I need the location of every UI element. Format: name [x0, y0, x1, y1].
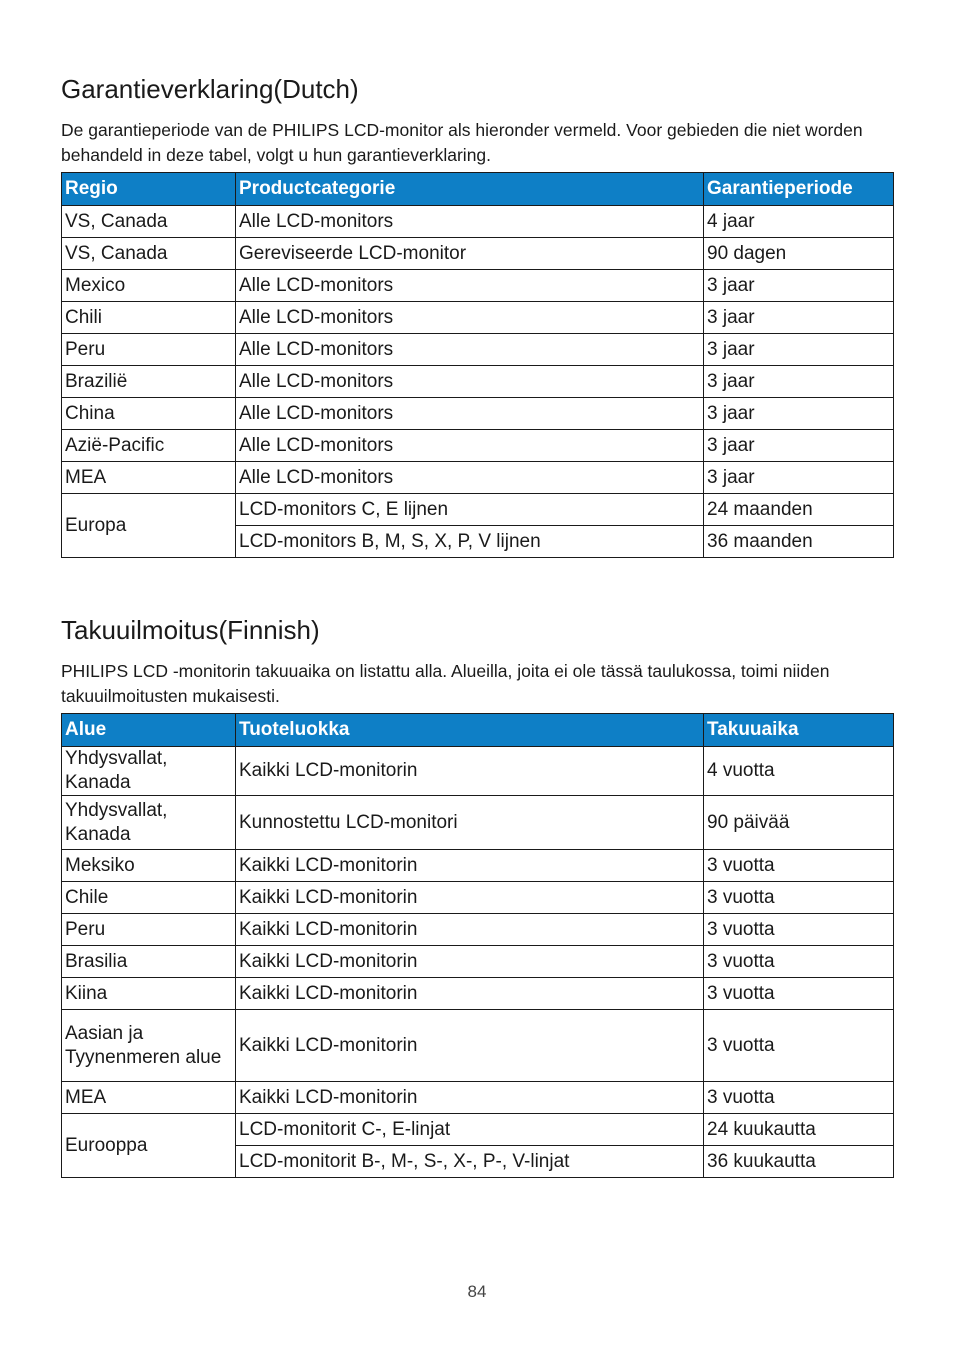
- category-cell: Kaikki LCD-monitorin: [236, 850, 704, 882]
- table-row: [62, 882, 894, 914]
- period-cell: 3 vuotta: [704, 1010, 894, 1082]
- category-cell: Kaikki LCD-monitorin: [236, 946, 704, 978]
- period-cell: 3 vuotta: [704, 914, 894, 946]
- table-row: [62, 270, 894, 302]
- region-cell: Chile: [62, 882, 236, 914]
- category-cell: LCD-monitorit C-, E-linjat: [236, 1114, 704, 1146]
- region-cell: Brasilia: [62, 946, 236, 978]
- region-cell: Brazilië: [62, 366, 236, 398]
- period-cell: 3 jaar: [704, 430, 894, 462]
- period-cell: 3 vuotta: [704, 1082, 894, 1114]
- period-cell: 3 jaar: [704, 302, 894, 334]
- period-cell: 3 vuotta: [704, 946, 894, 978]
- page-number: 84: [467, 1282, 487, 1301]
- table-row: [62, 238, 894, 270]
- period-cell: 36 kuukautta: [704, 1146, 894, 1178]
- category-cell: Alle LCD-monitors: [236, 366, 704, 398]
- region-cell-europe: Eurooppa: [62, 1114, 236, 1178]
- region-cell-europe: Europa: [62, 494, 236, 558]
- table-row: [62, 398, 894, 430]
- table-row: [62, 206, 894, 238]
- section-title: Takuuilmoitus(Finnish): [61, 615, 320, 645]
- table-header-row: [62, 714, 894, 747]
- region-cell: Yhdysvallat, Kanada: [62, 747, 236, 796]
- region-cell: Peru: [62, 914, 236, 946]
- section-title: Garantieverklaring(Dutch): [61, 74, 359, 104]
- table-row: [62, 978, 894, 1010]
- category-cell: Alle LCD-monitors: [236, 302, 704, 334]
- dutch-warranty-section: [61, 72, 893, 558]
- category-cell: Kaikki LCD-monitorin: [236, 747, 704, 796]
- header-cell: Takuuaika: [704, 714, 894, 747]
- header-cell: Regio: [62, 173, 236, 206]
- header-cell: Garantieperiode: [704, 173, 894, 206]
- category-cell: Alle LCD-monitors: [236, 206, 704, 238]
- region-cell: Kiina: [62, 978, 236, 1010]
- header-cell: Productcategorie: [236, 173, 704, 206]
- table-row: [62, 1114, 894, 1146]
- category-cell: Kaikki LCD-monitorin: [236, 882, 704, 914]
- period-cell: 3 jaar: [704, 270, 894, 302]
- warranty-table: [61, 713, 894, 1178]
- header-cell: Tuoteluokka: [236, 714, 704, 747]
- period-cell: 3 jaar: [704, 398, 894, 430]
- period-cell: 3 vuotta: [704, 882, 894, 914]
- period-cell: 3 jaar: [704, 462, 894, 494]
- category-cell: Kaikki LCD-monitorin: [236, 1082, 704, 1114]
- period-cell: 24 kuukautta: [704, 1114, 894, 1146]
- period-cell: 3 vuotta: [704, 978, 894, 1010]
- period-cell: 90 päivää: [704, 796, 894, 850]
- period-cell: 90 dagen: [704, 238, 894, 270]
- period-cell: 3 jaar: [704, 366, 894, 398]
- region-cell: Azië-Pacific: [62, 430, 236, 462]
- period-cell: 3 jaar: [704, 334, 894, 366]
- category-cell: Kunnostettu LCD-monitori: [236, 796, 704, 850]
- table-row: [62, 302, 894, 334]
- table-row: [62, 366, 894, 398]
- category-cell: Kaikki LCD-monitorin: [236, 914, 704, 946]
- table-row: [62, 430, 894, 462]
- section-intro: PHILIPS LCD -monitorin takuuaika on listattu alla. Alueilla, joita ei ole tässä taulukossa, toimi niiden takuuilmoitusten mukaisesti.: [61, 661, 830, 706]
- region-cell: MEA: [62, 1082, 236, 1114]
- period-cell: 4 jaar: [704, 206, 894, 238]
- region-cell: China: [62, 398, 236, 430]
- region-cell: Chili: [62, 302, 236, 334]
- region-cell: Mexico: [62, 270, 236, 302]
- category-cell: Kaikki LCD-monitorin: [236, 978, 704, 1010]
- region-cell: Meksiko: [62, 850, 236, 882]
- section-intro: De garantieperiode van de PHILIPS LCD-monitor als hieronder vermeld. Voor gebieden die niet worden behandeld in deze tabel, volgt u hun garantieverklaring.: [61, 120, 863, 165]
- table-header-row: [62, 173, 894, 206]
- period-cell: 36 maanden: [704, 526, 894, 558]
- region-cell: VS, Canada: [62, 206, 236, 238]
- table-row: [62, 747, 894, 796]
- region-cell: Yhdysvallat, Kanada: [62, 796, 236, 850]
- category-cell: LCD-monitors C, E lijnen: [236, 494, 704, 526]
- table-row: [62, 494, 894, 526]
- period-cell: 4 vuotta: [704, 747, 894, 796]
- category-cell: LCD-monitorit B-, M-, S-, X-, P-, V-linjat: [236, 1146, 704, 1178]
- category-cell: Alle LCD-monitors: [236, 430, 704, 462]
- category-cell: Alle LCD-monitors: [236, 270, 704, 302]
- table-row: [62, 1082, 894, 1114]
- category-cell: Gereviseerde LCD-monitor: [236, 238, 704, 270]
- warranty-table: [61, 172, 894, 558]
- category-cell: Alle LCD-monitors: [236, 462, 704, 494]
- category-cell: Kaikki LCD-monitorin: [236, 1010, 704, 1082]
- period-cell: 24 maanden: [704, 494, 894, 526]
- category-cell: LCD-monitors B, M, S, X, P, V lijnen: [236, 526, 704, 558]
- table-row: [62, 796, 894, 850]
- table-row: [62, 462, 894, 494]
- header-cell: Alue: [62, 714, 236, 747]
- table-row: [62, 850, 894, 882]
- table-row: [62, 914, 894, 946]
- table-row: [62, 334, 894, 366]
- region-cell: VS, Canada: [62, 238, 236, 270]
- category-cell: Alle LCD-monitors: [236, 334, 704, 366]
- period-cell: 3 vuotta: [704, 850, 894, 882]
- region-cell: MEA: [62, 462, 236, 494]
- table-row: [62, 946, 894, 978]
- table-row: [62, 1010, 894, 1082]
- category-cell: Alle LCD-monitors: [236, 398, 704, 430]
- region-cell: Peru: [62, 334, 236, 366]
- region-cell: Aasian ja Tyynenmeren alue: [62, 1010, 236, 1082]
- finnish-warranty-section: [61, 613, 893, 1178]
